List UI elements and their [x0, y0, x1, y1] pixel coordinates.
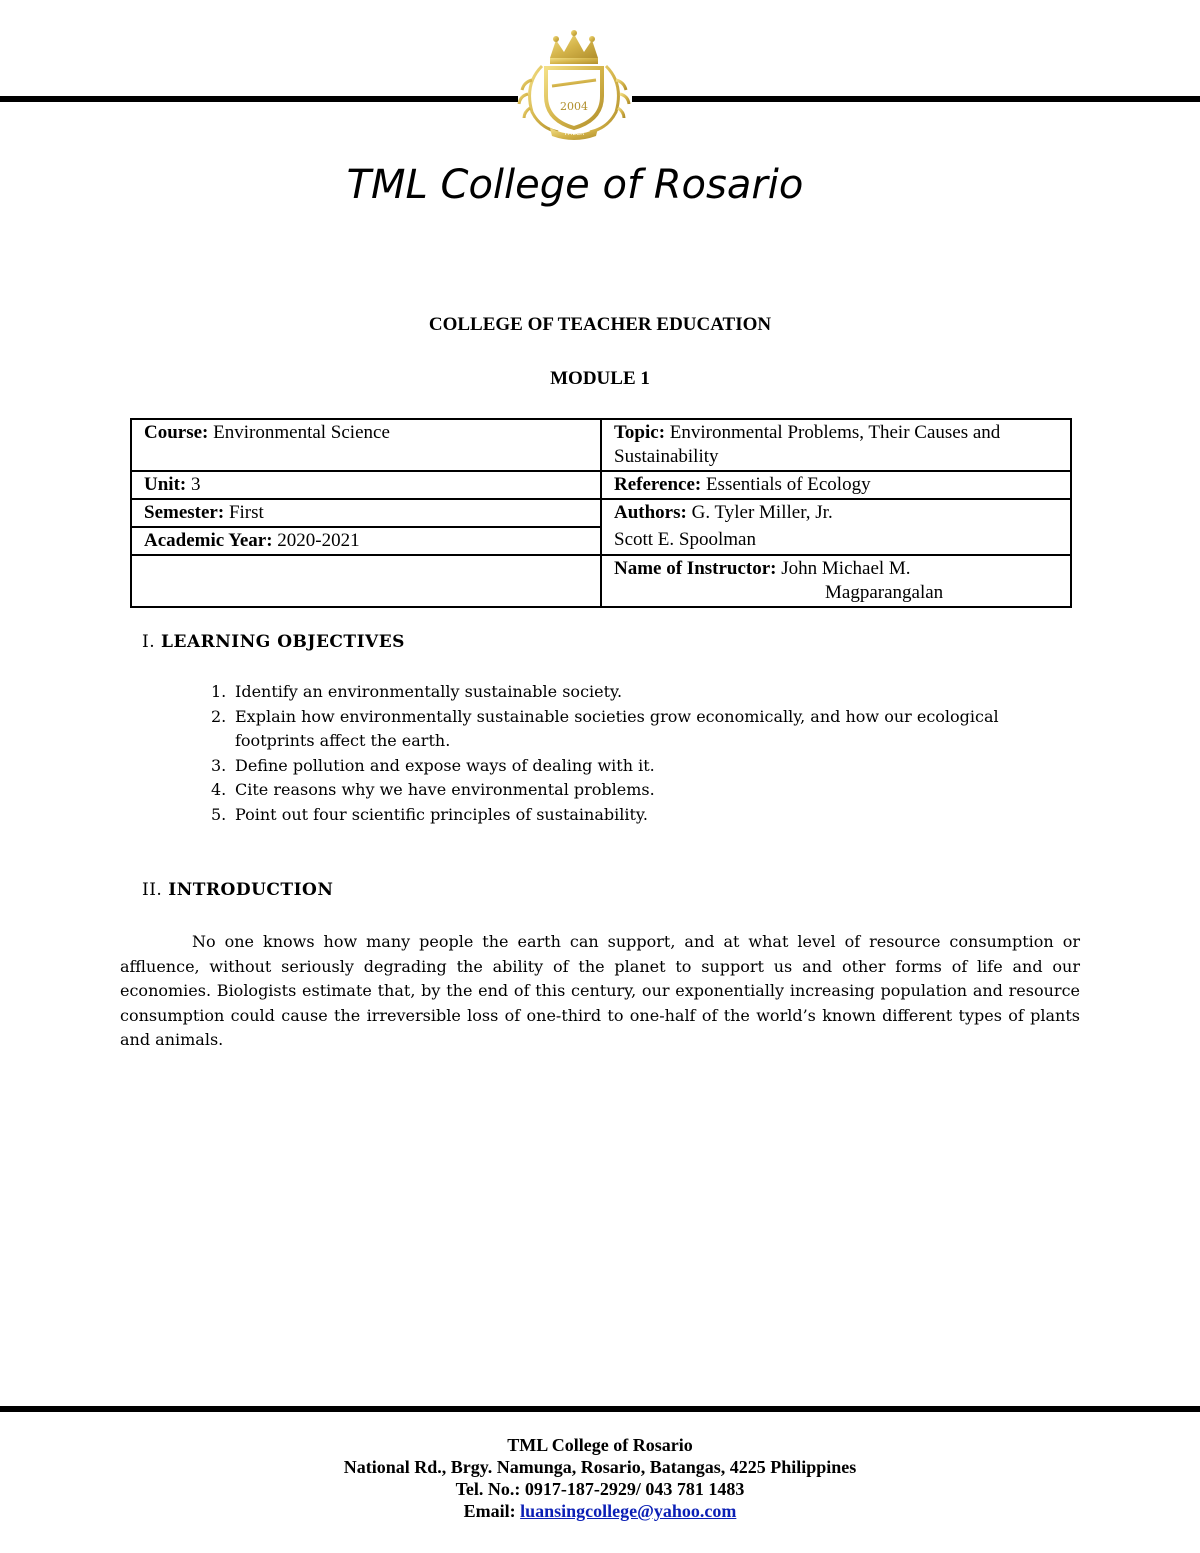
- svg-text:2004: 2004: [560, 100, 588, 113]
- department-title: COLLEGE OF TEACHER EDUCATION: [428, 314, 772, 335]
- table-row: [131, 419, 1071, 471]
- list-item: 3. Define pollution and expose ways of dealing with it.: [211, 755, 655, 775]
- table-row: [131, 499, 1071, 527]
- email-link[interactable]: luansingcollege@yahoo.com: [520, 1501, 737, 1521]
- course-info-table: [130, 418, 1072, 608]
- svg-text:TMLCR: TMLCR: [563, 130, 585, 137]
- reference-cell: Reference: Essentials of Ecology: [601, 471, 1071, 499]
- header-rule-left: [0, 96, 518, 102]
- college-title: TML College of Rosario: [346, 162, 804, 208]
- academic-year-cell: Academic Year: 2020-2021: [131, 527, 601, 555]
- list-item: 1. Identify an environmentally sustainable society.: [211, 682, 623, 701]
- topic-cell: Topic: Environmental Problems, Their Causes and Sustainability: [601, 419, 1071, 471]
- list-item: 2. Explain how environmentally sustainable societies grow economically, and how our ecological footprints affect the earth.: [211, 706, 999, 750]
- shield-icon: [546, 68, 602, 128]
- learning-objectives-heading: I. LEARNING OBJECTIVES: [142, 632, 405, 652]
- college-crest-logo: [512, 28, 636, 140]
- semester-cell: Semester: First: [131, 499, 601, 527]
- footer-rule: [0, 1406, 1200, 1412]
- module-title: MODULE 1: [550, 368, 650, 389]
- introduction-heading: II. INTRODUCTION: [142, 880, 334, 900]
- table-row: [131, 527, 1071, 555]
- introduction-paragraph: No one knows how many people the earth can support, and at what level of resource consumption or affluence, without seriously degrading the ability of the planet to support us and other forms of life and our economies. Biologists estimate that, by the end of this century, our exponentially increasing population and resource consumption could cause the irreversible loss of one-third to one-half of the world’s known different types of plants and animals.: [120, 932, 1080, 1049]
- table-row: [131, 555, 1071, 607]
- footer: [0, 1434, 1200, 1522]
- header-rule-right: [632, 96, 1200, 102]
- course-cell: Course: Environmental Science: [131, 419, 601, 471]
- empty-cell: [131, 555, 601, 607]
- objectives-list: [211, 680, 1065, 827]
- list-item: 5. Point out four scientific principles of sustainability.: [211, 804, 648, 824]
- unit-cell: Unit: 3: [131, 471, 601, 499]
- instructor-cell: Name of Instructor: John Michael M. Magparangalan: [601, 555, 1071, 607]
- author-2-cell: Scott E. Spoolman: [601, 527, 1071, 555]
- footer-address: National Rd., Brgy. Namunga, Rosario, Batangas, 4225 Philippines: [343, 1457, 857, 1477]
- crown-icon: [550, 30, 598, 64]
- footer-college-name: TML College of Rosario: [507, 1435, 693, 1455]
- list-item: 4. Cite reasons why we have environmental problems.: [211, 780, 655, 799]
- footer-telephone: Tel. No.: 0917-187-2929/ 043 781 1483: [455, 1479, 745, 1499]
- table-row: [131, 471, 1071, 499]
- laurel-icon: [519, 66, 629, 132]
- footer-email-line: Email: luansingcollege@yahoo.com: [463, 1501, 737, 1521]
- authors-cell: Authors: G. Tyler Miller, Jr.: [601, 499, 1071, 527]
